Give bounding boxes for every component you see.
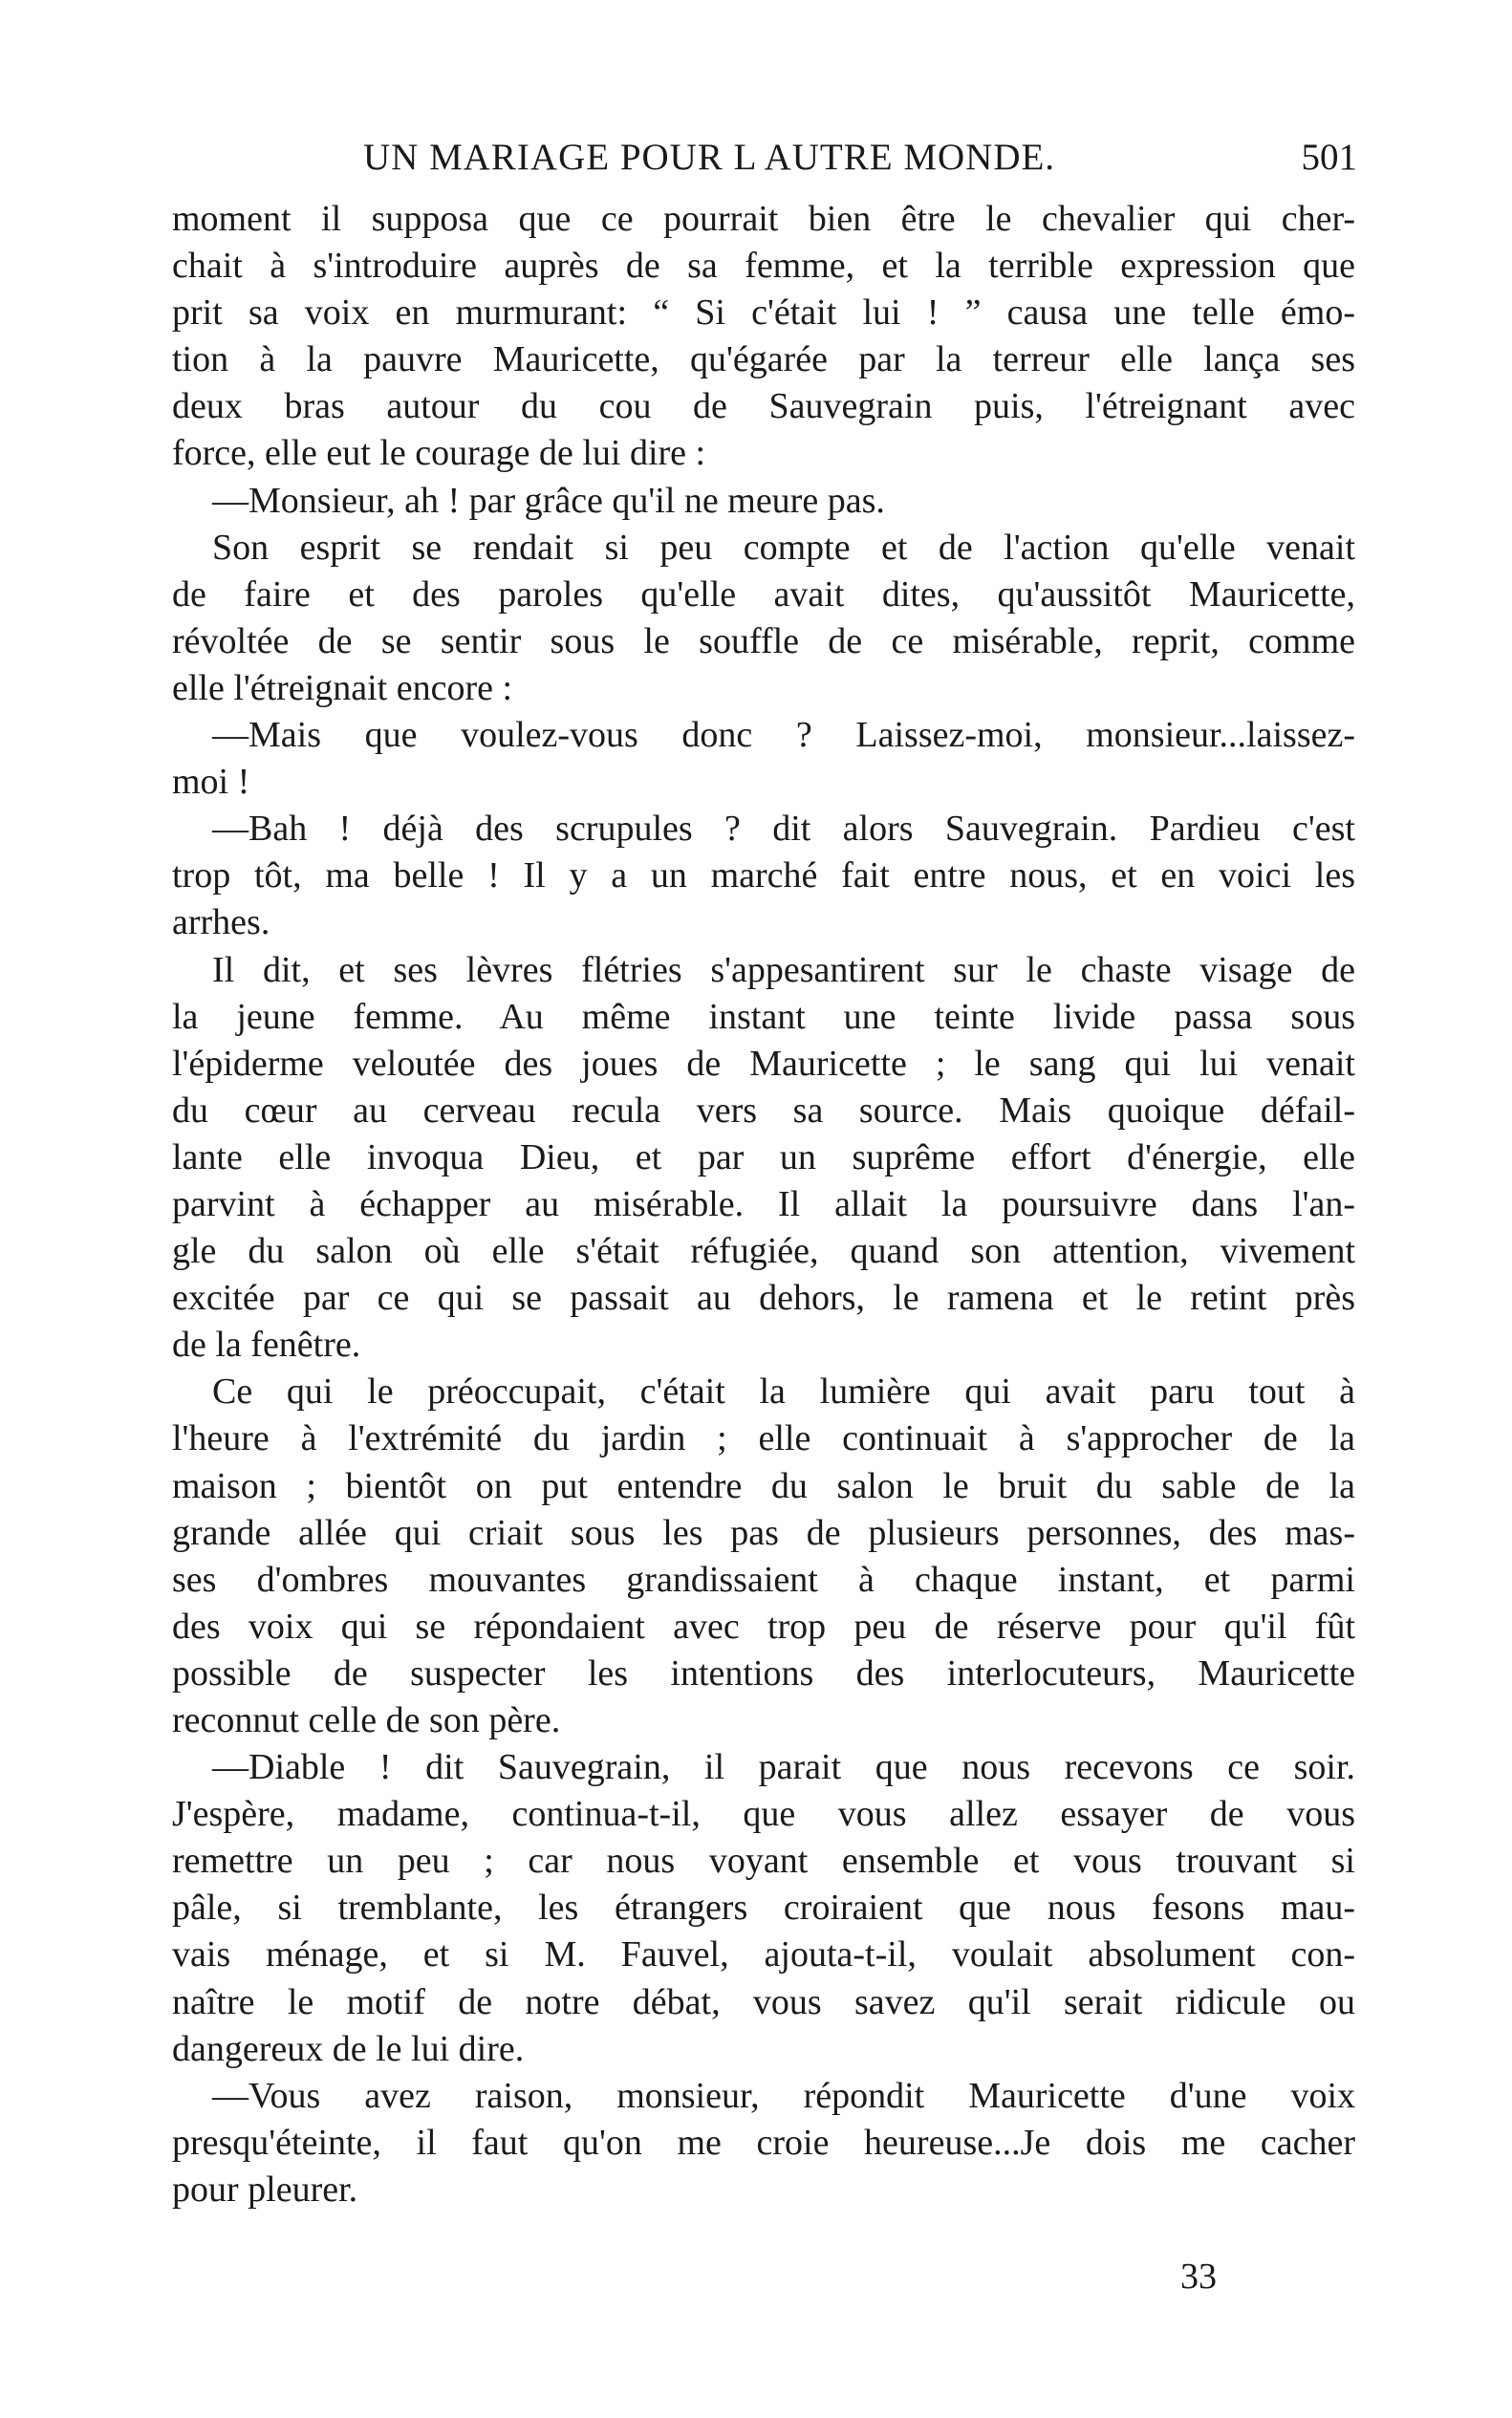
- text-line: chait à s'introduire auprès de sa femme, et la terrible expression que: [172, 246, 1355, 287]
- text-line: deux bras autour du cou de Sauvegrain puis, l'étreignant avec: [172, 386, 1355, 427]
- text-line: prit sa voix en murmurant: “ Si c'était lui ! ” causa une telle émo-: [172, 292, 1355, 334]
- text-line: pâle, si tremblante, les étrangers croiraient que nous fesons mau-: [172, 1888, 1355, 1929]
- text-line: l'heure à l'extrémité du jardin ; elle continuait à s'approcher de la: [172, 1418, 1355, 1459]
- text-line: presqu'éteinte, il faut qu'on me croie heureuse...Je dois me cacher: [172, 2122, 1355, 2163]
- text-line: —Bah ! déjà des scrupules ? dit alors Sauvegrain. Pardieu c'est: [212, 809, 1355, 850]
- text-line: trop tôt, ma belle ! Il y a un marché fait entre nous, et en voici les: [172, 855, 1355, 896]
- text-line: —Mais que voulez-vous donc ? Laissez-moi, monsieur...laissez-: [212, 715, 1355, 756]
- text-line: l'épiderme veloutée des joues de Mauricette ; le sang qui lui venait: [172, 1043, 1355, 1084]
- text-line: vais ménage, et si M. Fauvel, ajouta-t-il, voulait absolument con-: [172, 1934, 1355, 1975]
- text-line: de la fenêtre.: [172, 1325, 361, 1366]
- text-line: naître le motif de notre débat, vous savez qu'il serait ridicule ou: [172, 1981, 1355, 2022]
- text-line: du cœur au cerveau recula vers sa source. Mais quoique défail-: [172, 1090, 1355, 1131]
- text-line: maison ; bientôt on put entendre du salon le bruit du sable de la: [172, 1465, 1355, 1506]
- text-line: parvint à échapper au misérable. Il allait la poursuivre dans l'an-: [172, 1183, 1355, 1224]
- text-line: force, elle eut le courage de lui dire :: [172, 433, 706, 474]
- text-line: —Monsieur, ah ! par grâce qu'il ne meure pas.: [212, 480, 885, 521]
- text-line: dangereux de le lui dire.: [172, 2028, 525, 2069]
- text-line: remettre un peu ; car nous voyant ensemble et vous trouvant si: [172, 1841, 1355, 1882]
- text-line: —Vous avez raison, monsieur, répondit Mauricette d'une voix: [212, 2075, 1355, 2116]
- text-line: J'espère, madame, continua-t-il, que vous allez essayer de vous: [172, 1794, 1355, 1835]
- text-line: de faire et des paroles qu'elle avait dites, qu'aussitôt Mauricette,: [172, 573, 1355, 615]
- body-text: [172, 196, 1355, 2213]
- text-line: révoltée de se sentir sous le souffle de ce misérable, reprit, comme: [172, 620, 1355, 661]
- running-header: [172, 136, 1357, 184]
- text-line: moi !: [172, 762, 250, 803]
- page-number: 501: [1301, 137, 1357, 178]
- text-line: pour pleurer.: [172, 2169, 358, 2210]
- text-line: Il dit, et ses lèvres flétries s'appesantirent sur le chaste visage de: [212, 949, 1355, 990]
- text-line: gle du salon où elle s'était réfugiée, quand son attention, vivement: [172, 1231, 1355, 1272]
- running-title: UN MARIAGE POUR L AUTRE MONDE.: [363, 137, 1056, 178]
- text-line: moment il supposa que ce pourrait bien être le chevalier qui cher-: [172, 199, 1355, 239]
- text-line: des voix qui se répondaient avec trop peu de réserve pour qu'il fût: [172, 1606, 1355, 1647]
- text-line: ses d'ombres mouvantes grandissaient à chaque instant, et parmi: [172, 1559, 1355, 1600]
- signature-mark: 33: [1180, 2256, 1217, 2297]
- text-line: possible de suspecter les intentions des interlocuteurs, Mauricette: [172, 1652, 1355, 1694]
- text-line: la jeune femme. Au même instant une teinte livide passa sous: [172, 996, 1355, 1037]
- text-line: tion à la pauvre Mauricette, qu'égarée par la terreur elle lança ses: [172, 339, 1355, 380]
- text-line: grande allée qui criait sous les pas de plusieurs personnes, des mas-: [172, 1512, 1355, 1553]
- text-line: Son esprit se rendait si peu compte et de l'action qu'elle venait: [212, 527, 1355, 568]
- text-line: lante elle invoqua Dieu, et par un suprême effort d'énergie, elle: [172, 1136, 1355, 1177]
- text-line: —Diable ! dit Sauvegrain, il parait que nous recevons ce soir.: [212, 1747, 1355, 1788]
- text-line: elle l'étreignait encore :: [172, 667, 513, 708]
- text-line: arrhes.: [172, 902, 270, 943]
- text-line: excitée par ce qui se passait au dehors, le ramena et le retint près: [172, 1278, 1355, 1319]
- text-line: Ce qui le préoccupait, c'était la lumière qui avait paru tout à: [212, 1371, 1355, 1413]
- text-line: reconnut celle de son père.: [172, 1700, 561, 1740]
